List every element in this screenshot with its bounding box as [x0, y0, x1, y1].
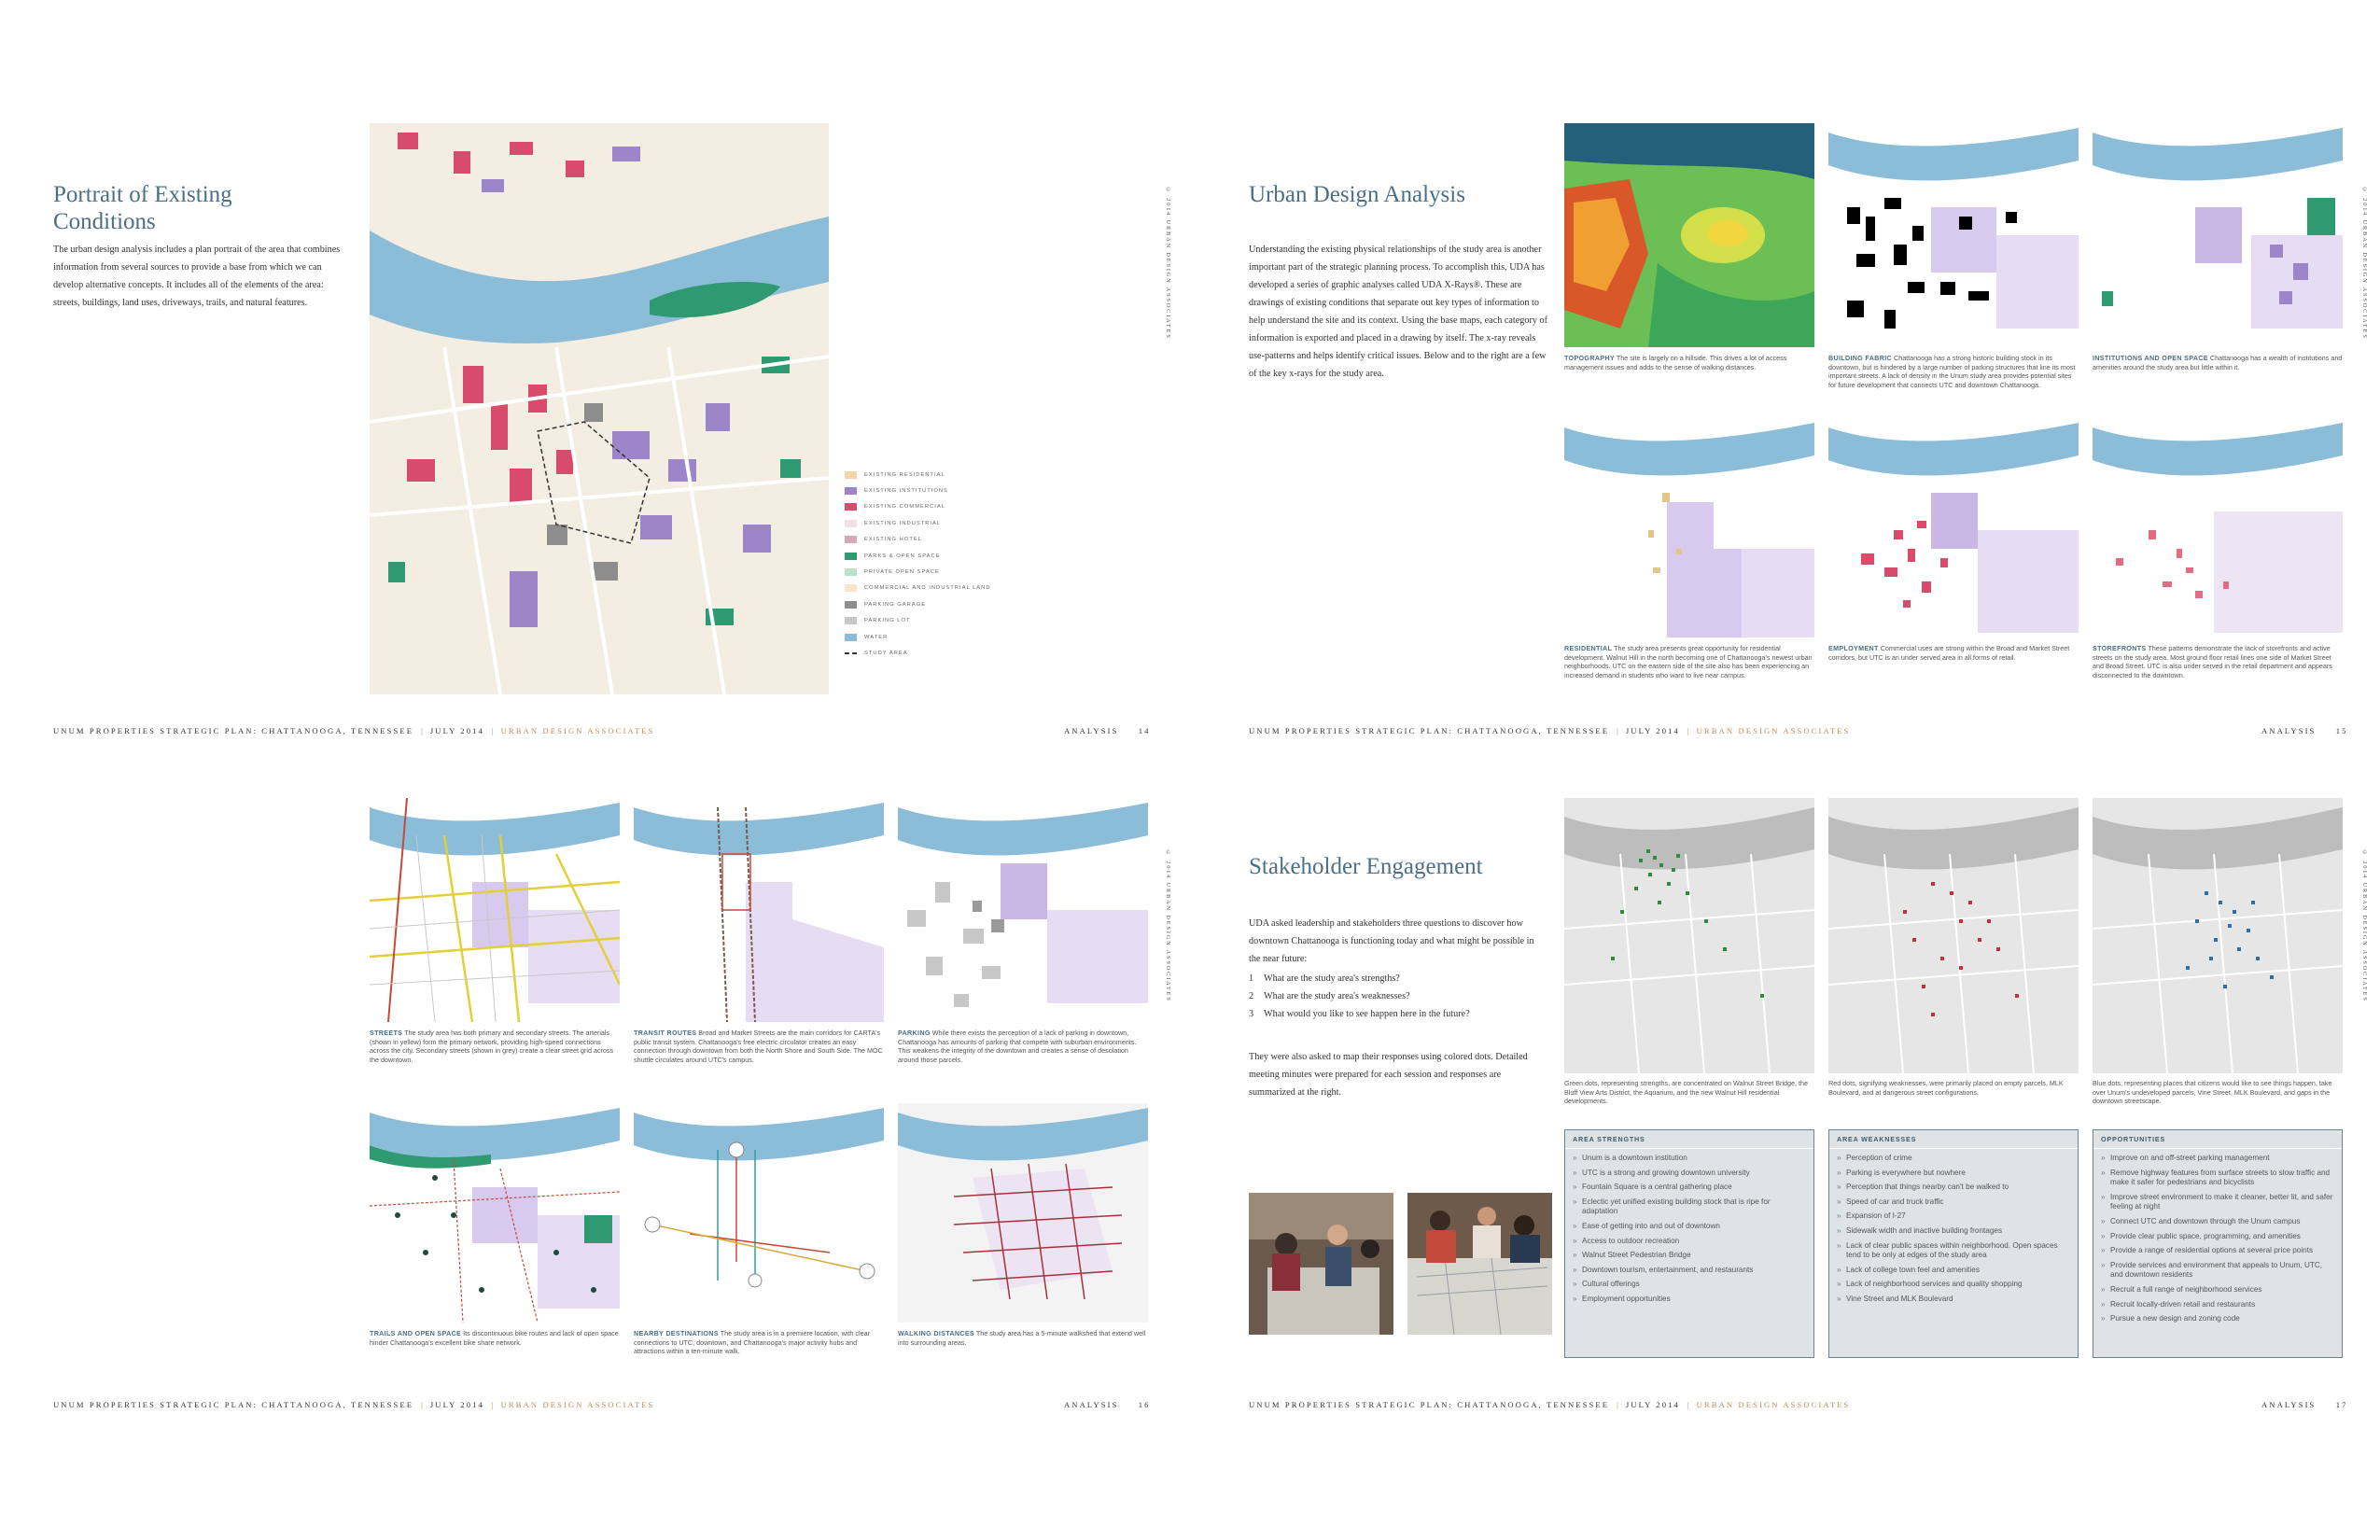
intro-paragraph: Understanding the existing physical relationships of the study area is another important part of the strategic planning process. To accomplish this, UDA has developed a series of graphic analyses called UDA X-Rays®. These are drawings of existing conditions that separate out key types of information to help understand the site and its context. Using the base maps, each category of information is exported and placed in a drawing by itself. The x-ray reveals use-patterns and helps identify critical issues. Below and to the right are a few of the key x-rays for the study area.	[1249, 245, 1547, 379]
legend-swatch	[845, 553, 857, 560]
caption-text: Broad and Market Streets are the main corridors for CARTA's public transit system. Chattanooga's free electric circulator creates an easy connection through downtown from both the North Shore and South Side. The MOC shuttle circulates around UTC's campus.	[634, 1029, 883, 1064]
list-item: » Walnut Street Pedestrian Bridge	[1573, 1251, 1806, 1261]
legend-swatch	[845, 652, 857, 654]
outro-paragraph: They were also asked to map their responses using colored dots. Detailed meeting minutes were prepared for each session and responses are summarized at the right.	[1249, 1052, 1528, 1098]
xray-institutions-map	[2093, 123, 2343, 347]
caption-text: These patterns demonstrate the lack of storefronts and active streets on the study area. Most ground floor retail lines one side of Market Street and Broad Street. UTC is also under served in the retail department and appears disconnected to the downtown.	[2093, 644, 2332, 679]
legend-label: EXISTING INSTITUTIONS	[864, 488, 948, 495]
footer-section-page	[2261, 1400, 2347, 1409]
caption-destinations	[634, 1329, 884, 1356]
strengths-dot-map-graphic	[1564, 798, 1814, 1073]
vertical-credit: © 2014 URBAN DESIGN ASSOCIATES	[2361, 849, 2368, 1002]
employment-graphic	[1828, 418, 2079, 637]
legend-label: EXISTING HOTEL	[864, 537, 922, 543]
footer-firm: URBAN DESIGN ASSOCIATES	[500, 1400, 655, 1409]
footer-title: UNUM PROPERTIES STRATEGIC PLAN: CHATTANOOGA, TENNESSEE	[1249, 726, 1610, 735]
list-item: » Lack of college town feel and amenities	[1837, 1266, 2070, 1276]
question-item	[1249, 987, 1547, 1005]
footer-title: UNUM PROPERTIES STRATEGIC PLAN: CHATTANOOGA, TENNESSEE	[53, 1400, 414, 1409]
list-item: » Expansion of I-27	[1837, 1211, 2070, 1222]
caption-text: Chattanooga has a strong historic building stock in its downtown, but is hindered by a large number of parking structures that line its most important streets. A lack of density in the Unum study area provides potential sites for future development that connects UTC and downtown Chattanooga.	[1828, 354, 2076, 389]
legend-swatch	[845, 487, 857, 495]
panel-list	[1565, 1149, 1813, 1305]
xray-parking-map	[898, 798, 1148, 1022]
caption-text: Chattanooga has a wealth of institutions and amenities around the study area but little within it.	[2093, 354, 2343, 371]
panel-list	[2093, 1149, 2342, 1324]
meeting-photo-1-graphic	[1249, 1193, 1393, 1335]
transit-graphic	[634, 798, 884, 1022]
panel-title: AREA WEAKNESSES	[1829, 1130, 2078, 1149]
caption-text: The study area is in a premiere location, with clear connections to UTC, downtown, and Chattanooga's major activity hubs and attractions within a ten-minute walk.	[634, 1329, 870, 1356]
strengths-panel	[1564, 1129, 1814, 1358]
footer-firm: URBAN DESIGN ASSOCIATES	[500, 726, 655, 735]
caption-storefronts	[2093, 644, 2343, 679]
xray-building-fabric-map	[1828, 123, 2079, 347]
legend-item	[845, 515, 991, 531]
legend-item	[845, 645, 991, 661]
list-item: » Eclectic yet unified existing building stock that is ripe for adaptation	[1573, 1197, 1806, 1217]
footer-section-page	[2261, 726, 2347, 735]
legend-item	[845, 581, 991, 596]
legend-item	[845, 467, 991, 483]
legend-label: PARKS & OPEN SPACE	[864, 553, 941, 559]
legend-swatch	[845, 520, 857, 527]
legend-label: WATER	[864, 634, 889, 640]
legend-item	[845, 629, 991, 645]
list-item: » Pursue a new design and zoning code	[2101, 1314, 2334, 1324]
vertical-credit: © 2014 URBAN DESIGN ASSOCIATES	[2361, 187, 2368, 340]
caption-institutions	[2093, 354, 2343, 371]
topography-graphic	[1564, 123, 1814, 347]
caption-opportunities-map: Blue dots, representing places that citizens would like to see things happen, take over Unum's undeveloped parcels, Vine Street, MLK Boulevard, and gaps in the downtown streetscape.	[2093, 1079, 2332, 1106]
caption-trails	[370, 1329, 620, 1347]
vertical-credit: © 2014 URBAN DESIGN ASSOCIATES	[1165, 849, 1171, 1002]
list-item: » Perception of crime	[1837, 1154, 2070, 1164]
legend-swatch	[845, 568, 857, 576]
caption-text: While there exists the perception of a lack of parking in downtown, Chattanooga has amounts of parking that compete with suburban environments. This weakens the integrity of the downtown and creates a sense of desolation around those parcels.	[898, 1029, 1137, 1064]
question-text: What would you like to see happen here in the future?	[1264, 1009, 1470, 1019]
list-item: » Perception that things nearby can't be walked to	[1837, 1183, 2070, 1193]
building-fabric-graphic	[1828, 123, 2079, 347]
legend-item	[845, 613, 991, 629]
weaknesses-panel	[1828, 1129, 2079, 1358]
panel-title: AREA STRENGTHS	[1565, 1130, 1813, 1149]
list-item: » Improve street environment to make it cleaner, better lit, and safer feeling at night	[2101, 1193, 2334, 1212]
footer-title: UNUM PROPERTIES STRATEGIC PLAN: CHATTANOOGA, TENNESSEE	[1249, 1400, 1610, 1409]
question-number: 1	[1249, 973, 1254, 984]
xray-trails-map	[370, 1103, 620, 1323]
weaknesses-dot-map-graphic	[1828, 798, 2079, 1073]
page-title: Stakeholder Engagement	[1249, 854, 1483, 879]
caption-weaknesses-map: Red dots, signifying weaknesses, were primarily placed on empty parcels, MLK Boulevard, and at dangerous street configurations.	[1828, 1079, 2064, 1097]
meeting-photo-2	[1407, 1193, 1552, 1335]
xray-residential-map	[1564, 418, 1814, 637]
legend-label: EXISTING COMMERCIAL	[864, 504, 945, 511]
caption-label: STOREFRONTS	[2093, 644, 2147, 652]
opportunities-dot-map	[2093, 798, 2343, 1073]
caption-label: BUILDING FABRIC	[1828, 354, 1892, 362]
question-item	[1249, 970, 1547, 987]
walking-graphic	[898, 1103, 1148, 1323]
question-text: What are the study area's weaknesses?	[1264, 991, 1410, 1001]
list-item: » Cultural offerings	[1573, 1280, 1806, 1290]
legend-label: STUDY AREA	[864, 650, 908, 656]
caption-label: TRAILS AND OPEN SPACE	[370, 1329, 462, 1337]
list-item: » Connect UTC and downtown through the Unum campus	[2101, 1217, 2334, 1227]
list-item: » Vine Street and MLK Boulevard	[1837, 1295, 2070, 1305]
strengths-dot-map	[1564, 798, 1814, 1073]
xray-transit-map	[634, 798, 884, 1022]
legend-label: PRIVATE OPEN SPACE	[864, 569, 940, 576]
list-item: » Unum is a downtown institution	[1573, 1154, 1806, 1164]
meeting-photo-2-graphic	[1407, 1193, 1552, 1335]
footer-date: JULY 2014	[1625, 1400, 1680, 1409]
caption-text: The study area presents great opportunity for residential development. Walnut Hill in the north becoming one of Chattanooga's newest urban neighborhoods. UTC on the eastern side of the site also has been experiencing an increased demand in students who want to live near campus.	[1564, 644, 1813, 679]
caption-text: The study area has both primary and secondary streets. The arterials (shown in yellow) form the primary network, providing high-speed connections across the city. Secondary streets (shown in grey) create a clear street grid across the downtown.	[370, 1029, 614, 1064]
list-item: » Recruit locally-driven retail and restaurants	[2101, 1300, 2334, 1310]
caption-label: PARKING	[898, 1029, 931, 1037]
legend-swatch	[845, 617, 857, 624]
list-item: » Employment opportunities	[1573, 1295, 1806, 1305]
page-number: 17	[2335, 1400, 2348, 1409]
footer-section: ANALYSIS	[2261, 1400, 2317, 1409]
caption-parking	[898, 1029, 1148, 1064]
legend-swatch	[845, 503, 857, 511]
legend-label: EXISTING RESIDENTIAL	[864, 471, 945, 478]
page-footer: UNUM PROPERTIES STRATEGIC PLAN: CHATTANOOGA, TENNESSEE | JULY 2014 | URBAN DESIGN ASSOCIATES	[1249, 1400, 1851, 1409]
page-footer: UNUM PROPERTIES STRATEGIC PLAN: CHATTANOOGA, TENNESSEE | JULY 2014 | URBAN DESIGN ASSOCIATES	[1249, 726, 1851, 735]
xray-storefronts-map	[2093, 418, 2343, 637]
vertical-credit: © 2014 URBAN DESIGN ASSOCIATES	[1165, 187, 1171, 340]
residential-graphic	[1564, 418, 1814, 637]
question-number: 3	[1249, 1009, 1254, 1019]
question-list	[1249, 970, 1547, 1023]
page-title: Urban Design Analysis	[1249, 182, 1465, 207]
caption-streets	[370, 1029, 620, 1064]
list-item: » Improve on and off-street parking management	[2101, 1154, 2334, 1164]
legend-swatch	[845, 634, 857, 641]
legend-item	[845, 564, 991, 580]
list-item: » Parking is everywhere but nowhere	[1837, 1169, 2070, 1179]
list-item: » Lack of neighborhood services and quality shopping	[1837, 1280, 2070, 1290]
intro-paragraph: UDA asked leadership and stakeholders three questions to discover how downtown Chattanooga is functioning today and what might be possible in the near future:	[1249, 918, 1534, 964]
caption-label: STREETS	[370, 1029, 403, 1037]
xray-streets-map	[370, 798, 620, 1022]
legend-swatch	[845, 471, 857, 479]
caption-building-fabric	[1828, 354, 2079, 389]
footer-date: JULY 2014	[429, 1400, 484, 1409]
panel-list	[1829, 1149, 2078, 1305]
legend-item	[845, 596, 991, 612]
legend-label: PARKING LOT	[864, 618, 911, 624]
legend-label: EXISTING INDUSTRIAL	[864, 520, 942, 526]
meeting-photo-1	[1249, 1193, 1393, 1335]
existing-conditions-map	[370, 123, 829, 694]
legend-item	[845, 499, 991, 515]
xray-walking-map	[898, 1103, 1148, 1323]
page-footer: UNUM PROPERTIES STRATEGIC PLAN: CHATTANOOGA, TENNESSEE | JULY 2014 | URBAN DESIGN ASSOCIATES	[53, 726, 655, 735]
question-number: 2	[1249, 991, 1254, 1001]
footer-section-page	[1064, 1400, 1150, 1409]
footer-date: JULY 2014	[1625, 726, 1680, 735]
caption-text: The site is largely on a hillside. This drives a lot of access management issues and adds to the sense of walking distances.	[1564, 354, 1787, 371]
question-text: What are the study area's strengths?	[1264, 973, 1400, 984]
caption-label: NEARBY DESTINATIONS	[634, 1329, 719, 1337]
list-item: » Speed of car and truck traffic	[1837, 1197, 2070, 1208]
list-item: » Sidewalk width and inactive building frontages	[1837, 1226, 2070, 1237]
list-item: » Provide services and environment that appeals to Unum, UTC, and downtown residents	[2101, 1261, 2334, 1281]
caption-residential	[1564, 644, 1814, 679]
xray-employment-map	[1828, 418, 2079, 637]
intro-paragraph: The urban design analysis includes a plan portrait of the area that combines information from several sources to provide a base from which we can develop alternative concepts. It includes all of the elements of the area: streets, buildings, land uses, driveways, trails, and natural features.	[53, 245, 341, 308]
parking-graphic	[898, 798, 1148, 1022]
xray-destinations-map	[634, 1103, 884, 1323]
footer-section: ANALYSIS	[1064, 726, 1119, 735]
list-item: » Ease of getting into and out of downtown	[1573, 1222, 1806, 1232]
legend-item	[845, 483, 991, 498]
page-footer: UNUM PROPERTIES STRATEGIC PLAN: CHATTANOOGA, TENNESSEE | JULY 2014 | URBAN DESIGN ASSOCIATES	[53, 1400, 655, 1409]
footer-section: ANALYSIS	[1064, 1400, 1119, 1409]
list-item: » Downtown tourism, entertainment, and restaurants	[1573, 1266, 1806, 1276]
caption-topography	[1564, 354, 1814, 371]
footer-section-page	[1064, 726, 1150, 735]
list-item: » Access to outdoor recreation	[1573, 1237, 1806, 1247]
opportunities-panel	[2093, 1129, 2343, 1358]
footer-section: ANALYSIS	[2261, 726, 2317, 735]
footer-firm: URBAN DESIGN ASSOCIATES	[1696, 1400, 1851, 1409]
panel-title: OPPORTUNITIES	[2093, 1130, 2342, 1149]
caption-text: Commercial uses are strong within the Broad and Market Street corridors, but UTC is an under served area in all forms of retail.	[1828, 644, 2070, 662]
map-legend	[845, 467, 991, 662]
page-number: 16	[1138, 1400, 1151, 1409]
destinations-graphic	[634, 1103, 884, 1323]
page-title: Portrait of Existing Conditions	[53, 182, 232, 234]
weaknesses-dot-map	[1828, 798, 2079, 1073]
caption-employment	[1828, 644, 2079, 662]
caption-label: WALKING DISTANCES	[898, 1329, 975, 1337]
legend-swatch	[845, 584, 857, 592]
list-item: » Provide a range of residential options at several price points	[2101, 1246, 2334, 1256]
list-item: » Recruit a full range of neighborhood services	[2101, 1285, 2334, 1295]
legend-swatch	[845, 536, 857, 543]
list-item: » Provide clear public space, programming, and amenities	[2101, 1232, 2334, 1242]
footer-date: JULY 2014	[429, 726, 484, 735]
legend-label: PARKING GARAGE	[864, 601, 927, 608]
existing-conditions-map-graphic	[370, 123, 829, 694]
page-number: 15	[2335, 726, 2348, 735]
storefronts-graphic	[2093, 418, 2343, 637]
streets-graphic	[370, 798, 620, 1022]
list-item: » Fountain Square is a central gathering place	[1573, 1183, 1806, 1193]
caption-transit	[634, 1029, 884, 1064]
trails-graphic	[370, 1103, 620, 1323]
legend-swatch	[845, 601, 857, 609]
caption-walking	[898, 1329, 1148, 1347]
list-item: » Remove highway features from surface streets to slow traffic and make it safer for pedestrians and bicyclists	[2101, 1169, 2334, 1188]
caption-label: INSTITUTIONS AND OPEN SPACE	[2093, 354, 2208, 362]
legend-item	[845, 532, 991, 548]
caption-text: Its discontinuous bike routes and lack of open space hinder Chattanooga's excellent bike share network.	[370, 1329, 619, 1347]
caption-text: The study area has a 5-minute walkshed that extend well into surrounding areas.	[898, 1329, 1146, 1347]
footer-firm: URBAN DESIGN ASSOCIATES	[1696, 726, 1851, 735]
opportunities-dot-map-graphic	[2093, 798, 2343, 1073]
caption-label: EMPLOYMENT	[1828, 644, 1879, 652]
caption-label: TRANSIT ROUTES	[634, 1029, 697, 1037]
question-item	[1249, 1005, 1547, 1023]
legend-item	[845, 548, 991, 564]
legend-label: COMMERCIAL AND INDUSTRIAL LAND	[864, 585, 991, 592]
caption-label: RESIDENTIAL	[1564, 644, 1613, 652]
list-item: » UTC is a strong and growing downtown university	[1573, 1169, 1806, 1179]
caption-strengths-map: Green dots, representing strengths, are concentrated on Walnut Street Bridge, the Bluff View Arts District, the Aquarium, and the new Walnut Hill residential developments.	[1564, 1079, 1809, 1106]
footer-title: UNUM PROPERTIES STRATEGIC PLAN: CHATTANOOGA, TENNESSEE	[53, 726, 414, 735]
institutions-graphic	[2093, 123, 2343, 347]
caption-label: TOPOGRAPHY	[1564, 354, 1615, 362]
page-number: 14	[1138, 726, 1151, 735]
xray-topography-map	[1564, 123, 1814, 347]
list-item: » Lack of clear public spaces within neighborhood. Open spaces tend to be only at edges of the study area	[1837, 1241, 2070, 1261]
